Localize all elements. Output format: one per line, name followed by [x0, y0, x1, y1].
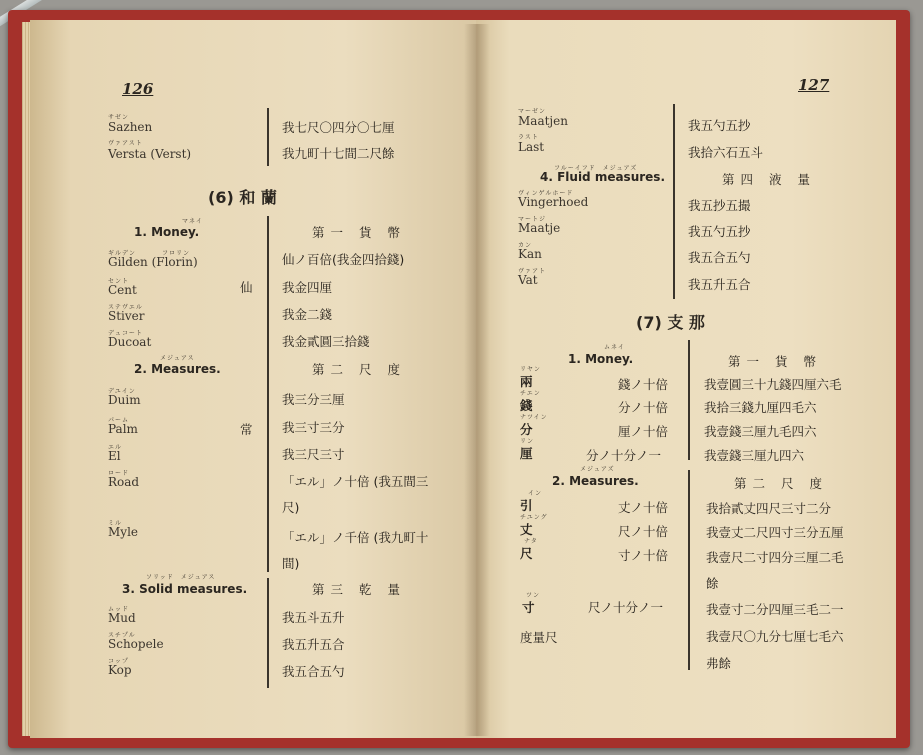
ruby-text: パーム [108, 417, 130, 424]
equivalent: 我壹尺二寸四分三厘二毛 [706, 550, 844, 565]
equivalent: 仙ノ百倍(我金四拾錢) [282, 252, 405, 267]
section-heading: 2. Measures. [134, 362, 221, 376]
equivalent-continued: 餘 [706, 576, 719, 591]
term: Maatje [518, 221, 561, 235]
book-gutter [464, 24, 490, 736]
equivalent: 我五升五合 [282, 637, 345, 652]
definition: 尺ノ十分ノ一 [588, 600, 664, 615]
ruby-text: セント [108, 278, 130, 285]
definition: 寸ノ十倍 [618, 548, 669, 563]
definition: 丈ノ十倍 [618, 500, 669, 515]
term: Vingerhoed [518, 195, 589, 209]
section-heading: 2. Measures. [552, 474, 639, 488]
equivalent-continued: 尺) [282, 500, 300, 515]
term: Schopele [108, 637, 164, 651]
ruby-text: ヴァアスト [108, 140, 143, 147]
equivalent: 「エル」ノ千倍 (我九町十 [282, 530, 429, 545]
term: 尺 [520, 546, 533, 561]
term: Versta (Verst) [108, 147, 192, 161]
term: 兩 [520, 374, 533, 389]
ruby-text: デュコート [108, 330, 143, 337]
equivalent: 我金四厘 [282, 280, 333, 295]
term: Cent [108, 283, 137, 297]
term: 分 [520, 422, 533, 437]
ruby-text: ツン [526, 592, 541, 599]
definition: 分ノ十分ノ一 [586, 448, 662, 463]
term: Myle [108, 525, 139, 539]
equivalent: 我五合五勺 [688, 250, 751, 265]
ruby-text: スチプル [108, 632, 136, 639]
table-title: 第四 液 量 [722, 172, 816, 187]
ruby-text: カン [518, 242, 533, 249]
equivalent: 我五斗五升 [282, 610, 345, 625]
term: Mud [108, 611, 136, 625]
section-heading: 4. Fluid measures. [540, 170, 666, 184]
equivalent: 我五勺五抄 [688, 224, 751, 239]
term: 度量尺 [520, 630, 558, 645]
ruby-text: ギルデン [108, 250, 136, 257]
term: Kop [108, 663, 132, 677]
ruby-text: リン [520, 438, 535, 445]
table-title: 第一 貨 幣 [312, 225, 406, 240]
ruby-text: ナツイン [520, 414, 548, 421]
ruby-text: ミル [108, 520, 123, 527]
equivalent-continued: 弗餘 [706, 656, 732, 671]
table-title: 第三 乾 量 [312, 582, 406, 597]
ruby-text: コップ [108, 658, 129, 665]
side-char: 常 [240, 422, 253, 437]
ruby-text: マネイ [182, 218, 203, 225]
definition: 厘ノ十倍 [618, 424, 669, 439]
ruby-text: サゼン [108, 114, 129, 121]
book-cover [8, 10, 910, 748]
column-divider [267, 108, 269, 166]
equivalent: 我壹寸二分四厘三毛二一 [706, 602, 844, 617]
equivalent: 我壹丈二尺四寸三分五厘 [706, 525, 844, 540]
section-heading: 3. Solid measures. [122, 582, 248, 596]
term: Road [108, 475, 140, 489]
column-divider [673, 104, 675, 299]
definition: 錢ノ十倍 [618, 377, 669, 392]
equivalent: 我五合五勺 [282, 664, 345, 679]
equivalent: 我三尺三寸 [282, 447, 345, 462]
ruby-text: ステヴエル [108, 304, 143, 311]
ruby-text: イン [528, 490, 543, 497]
ruby-text: ソリッド メジュアス [146, 574, 216, 581]
term: Ducoat [108, 335, 152, 349]
term: 厘 [520, 446, 533, 461]
ruby-text: ラスト [518, 134, 539, 141]
equivalent: 我七尺〇四分〇七厘 [282, 120, 395, 135]
table-title: 第二 尺 度 [312, 362, 406, 377]
term: Kan [518, 247, 542, 261]
term: Stiver [108, 309, 145, 323]
section-heading: 1. Money. [134, 225, 200, 239]
column-divider [267, 578, 269, 688]
ruby-text: ムネイ [604, 344, 625, 351]
term: 寸 [522, 600, 535, 615]
ruby-text: メジュアス [160, 355, 195, 362]
equivalent: 我三寸三分 [282, 420, 345, 435]
ruby-text: チエン [520, 390, 541, 397]
ruby-text: フロリン [162, 250, 191, 257]
equivalent: 我九町十七間二尺餘 [282, 146, 395, 161]
ruby-text: エル [108, 444, 123, 451]
equivalent: 我五抄五撮 [688, 198, 751, 213]
ruby-text: ヴァアト [518, 268, 546, 275]
equivalent: 我金二錢 [282, 307, 333, 322]
table-title: 第二 尺 度 [734, 476, 828, 491]
term: Vat [518, 273, 538, 287]
equivalent: 我三分三厘 [282, 392, 345, 407]
left-page [30, 20, 480, 738]
ruby-text: ムッド [108, 606, 129, 613]
equivalent: 我壹錢三厘九四六 [704, 448, 805, 463]
equivalent: 我拾貳丈四尺三寸二分 [706, 501, 832, 516]
column-divider [688, 470, 690, 670]
ruby-text: マーゼン [518, 108, 546, 115]
term: Gilden (Florin) [108, 255, 198, 269]
definition: 尺ノ十倍 [618, 524, 669, 539]
term: El [108, 449, 121, 463]
column-divider [688, 340, 690, 460]
section-title: (6) 和 蘭 [208, 188, 277, 207]
equivalent: 我金貳圓三拾錢 [282, 334, 370, 349]
equivalent: 我拾三錢九厘四毛六 [704, 400, 817, 415]
equivalent: 我壹尺〇九分七厘七毛六 [706, 629, 844, 644]
equivalent: 我五勺五抄 [688, 118, 751, 133]
page-number: 126 [122, 80, 154, 98]
ruby-text: メジュアズ [580, 466, 615, 473]
ruby-text: リヤン [520, 366, 541, 373]
ruby-text: マートジ [518, 216, 547, 223]
ruby-text: ナタ [524, 538, 538, 545]
right-page [476, 20, 896, 738]
term: Palm [108, 422, 138, 436]
equivalent: 我五升五合 [688, 277, 751, 292]
ruby-text: フルーイフド メジュアズ [554, 165, 638, 172]
term: 錢 [520, 398, 533, 413]
equivalent: 我拾六石五斗 [688, 145, 764, 160]
term: Last [518, 140, 545, 154]
term: 引 [520, 498, 533, 513]
term: 丈 [520, 522, 533, 537]
ruby-text: チユング [520, 514, 548, 521]
ruby-text: デユイン [108, 388, 136, 395]
column-divider [267, 216, 269, 572]
equivalent: 我壹錢三厘九毛四六 [704, 424, 817, 439]
side-char: 仙 [240, 280, 253, 295]
equivalent: 「エル」ノ十倍 (我五間三 [282, 474, 429, 489]
page-number: 127 [798, 76, 830, 94]
section-title: (7) 支 那 [636, 313, 705, 332]
ruby-text: ロード [108, 470, 130, 477]
term: Duim [108, 393, 141, 407]
term: Sazhen [108, 120, 153, 134]
section-heading: 1. Money. [568, 352, 634, 366]
ruby-text: ヴィンゲルホード [518, 190, 574, 197]
equivalent-continued: 間) [282, 556, 300, 571]
equivalent: 我壹圓三十九錢四厘六毛 [704, 377, 842, 392]
definition: 分ノ十倍 [618, 400, 669, 415]
table-title: 第一 貨 幣 [728, 354, 822, 369]
term: Maatjen [518, 114, 568, 128]
